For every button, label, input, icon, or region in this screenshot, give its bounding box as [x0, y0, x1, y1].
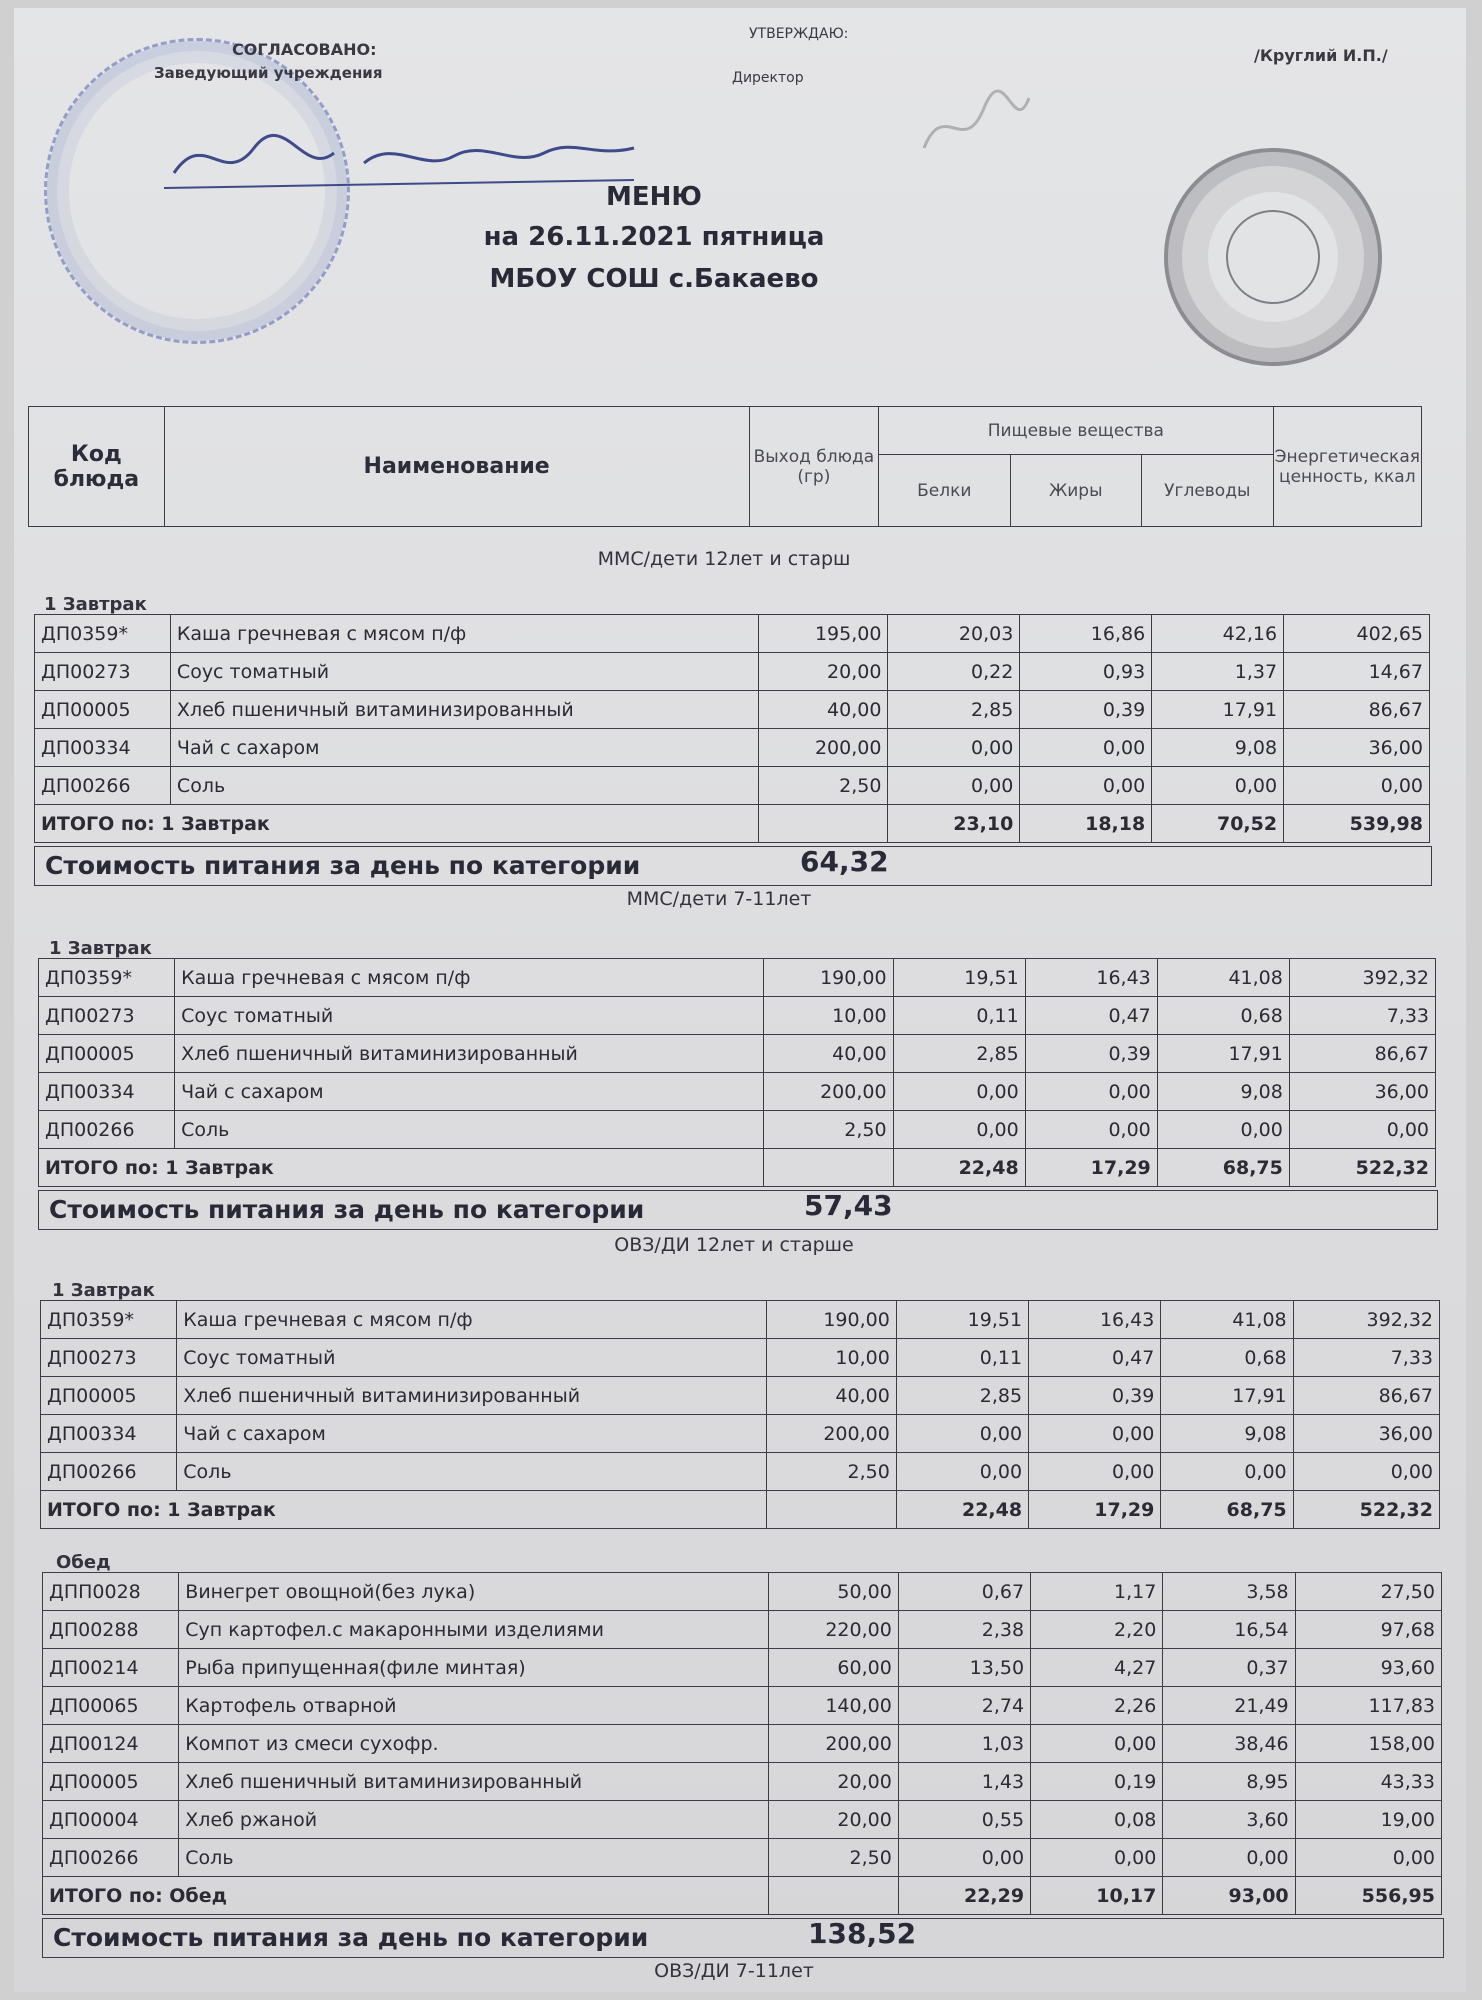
dish-name: Чай с сахаром — [177, 1415, 766, 1453]
table-row — [41, 1301, 1440, 1339]
dish-code: ДП00273 — [39, 997, 175, 1035]
dish-code: ДП00004 — [43, 1801, 179, 1839]
dish-protein: 0,00 — [888, 729, 1020, 767]
total-label: ИТОГО по: Обед — [43, 1877, 769, 1915]
dish-code: ДП00266 — [43, 1839, 179, 1877]
dish-energy: 86,67 — [1284, 691, 1430, 729]
dish-name: Хлеб ржаной — [179, 1801, 768, 1839]
dish-code: ДП00005 — [39, 1035, 175, 1073]
dish-energy: 86,67 — [1289, 1035, 1435, 1073]
dish-fat: 4,27 — [1031, 1649, 1163, 1687]
dish-code: ДПП0028 — [43, 1573, 179, 1611]
dish-name: Чай с сахаром — [170, 729, 758, 767]
total-yield — [763, 1149, 893, 1187]
dish-fat: 2,20 — [1031, 1611, 1163, 1649]
total-yield — [766, 1491, 896, 1529]
dish-protein: 2,85 — [893, 1035, 1025, 1073]
total-yield — [768, 1877, 898, 1915]
dish-fat: 0,00 — [1029, 1453, 1161, 1491]
total-protein: 22,48 — [896, 1491, 1028, 1529]
dish-yield: 200,00 — [763, 1073, 893, 1111]
table-row — [41, 1377, 1440, 1415]
dish-yield: 2,50 — [763, 1111, 893, 1149]
total-label: ИТОГО по: 1 Завтрак — [41, 1491, 767, 1529]
menu-table — [40, 1300, 1440, 1529]
dish-energy: 43,33 — [1295, 1763, 1441, 1801]
dish-fat: 16,86 — [1020, 615, 1152, 653]
table-row — [39, 1035, 1436, 1073]
cost-row — [42, 1918, 1444, 1958]
dish-carbs: 0,00 — [1161, 1453, 1293, 1491]
table-row — [43, 1725, 1442, 1763]
dish-carbs: 41,08 — [1157, 959, 1289, 997]
menu-document — [14, 8, 1466, 1992]
dish-energy: 27,50 — [1295, 1573, 1441, 1611]
dish-yield: 60,00 — [768, 1649, 898, 1687]
dish-energy: 0,00 — [1293, 1453, 1439, 1491]
col-protein: Белки — [879, 455, 1010, 527]
dish-code: ДП00005 — [35, 691, 171, 729]
cost-row — [38, 1190, 1438, 1230]
dish-yield: 50,00 — [768, 1573, 898, 1611]
dish-code: ДП00124 — [43, 1725, 179, 1763]
dish-protein: 2,38 — [898, 1611, 1030, 1649]
dish-yield: 20,00 — [758, 653, 888, 691]
dish-carbs: 0,37 — [1163, 1649, 1295, 1687]
dish-code: ДП00334 — [35, 729, 171, 767]
table-row — [43, 1839, 1442, 1877]
dish-energy: 97,68 — [1295, 1611, 1441, 1649]
dish-name: Каша гречневая с мясом п/ф — [170, 615, 758, 653]
total-energy: 522,32 — [1289, 1149, 1435, 1187]
dish-yield: 20,00 — [768, 1801, 898, 1839]
dish-protein: 0,55 — [898, 1801, 1030, 1839]
dish-protein: 0,11 — [896, 1339, 1028, 1377]
dish-carbs: 42,16 — [1152, 615, 1284, 653]
dish-fat: 0,08 — [1031, 1801, 1163, 1839]
dish-code: ДП00005 — [43, 1763, 179, 1801]
total-row — [41, 1491, 1440, 1529]
dish-name: Чай с сахаром — [175, 1073, 763, 1111]
dish-carbs: 41,08 — [1161, 1301, 1293, 1339]
dish-code: ДП00214 — [43, 1649, 179, 1687]
dish-carbs: 0,00 — [1157, 1111, 1289, 1149]
dish-code: ДП00266 — [35, 767, 171, 805]
category-title: ОВЗ/ДИ 7-11лет — [654, 1960, 814, 1982]
dish-fat: 0,00 — [1020, 729, 1152, 767]
dish-fat: 0,47 — [1025, 997, 1157, 1035]
total-fat: 18,18 — [1020, 805, 1152, 843]
dish-protein: 0,67 — [898, 1573, 1030, 1611]
dish-code: ДП00005 — [41, 1377, 177, 1415]
dish-protein: 0,11 — [893, 997, 1025, 1035]
col-fat: Жиры — [1010, 455, 1141, 527]
dish-fat: 0,00 — [1031, 1839, 1163, 1877]
col-yield: Выход блюда (гр) — [749, 407, 878, 527]
dish-energy: 36,00 — [1289, 1073, 1435, 1111]
dish-yield: 2,50 — [766, 1453, 896, 1491]
table-row — [35, 767, 1430, 805]
dish-yield: 40,00 — [763, 1035, 893, 1073]
total-fat: 17,29 — [1025, 1149, 1157, 1187]
dish-name: Соль — [177, 1453, 766, 1491]
dish-protein: 2,74 — [898, 1687, 1030, 1725]
dish-yield: 190,00 — [763, 959, 893, 997]
col-energy: Энергетическая ценность, ккал — [1273, 407, 1421, 527]
dish-yield: 10,00 — [766, 1339, 896, 1377]
total-row — [39, 1149, 1436, 1187]
total-carbs: 68,75 — [1157, 1149, 1289, 1187]
dish-carbs: 17,91 — [1161, 1377, 1293, 1415]
table-row — [35, 653, 1430, 691]
table-row — [43, 1687, 1442, 1725]
dish-carbs: 38,46 — [1163, 1725, 1295, 1763]
dish-carbs: 3,58 — [1163, 1573, 1295, 1611]
dish-name: Соль — [170, 767, 758, 805]
dish-energy: 86,67 — [1293, 1377, 1439, 1415]
dish-protein: 20,03 — [888, 615, 1020, 653]
meal-title: 1 Завтрак — [44, 594, 147, 615]
dish-protein: 0,22 — [888, 653, 1020, 691]
dish-fat: 2,26 — [1031, 1687, 1163, 1725]
col-name: Наименование — [164, 407, 749, 527]
col-nutrients: Пищевые вещества — [879, 407, 1274, 455]
dish-carbs: 21,49 — [1163, 1687, 1295, 1725]
dish-code: ДП00273 — [35, 653, 171, 691]
dish-energy: 392,32 — [1293, 1301, 1439, 1339]
table-row — [39, 1073, 1436, 1111]
dish-yield: 2,50 — [768, 1839, 898, 1877]
dish-fat: 0,00 — [1025, 1073, 1157, 1111]
table-row — [41, 1453, 1440, 1491]
dish-name: Соль — [179, 1839, 768, 1877]
cost-value: 64,32 — [800, 845, 889, 878]
dish-protein: 2,85 — [888, 691, 1020, 729]
total-carbs: 70,52 — [1152, 805, 1284, 843]
dish-name: Хлеб пшеничный витаминизированный — [177, 1377, 766, 1415]
menu-table — [38, 958, 1436, 1187]
dish-name: Соус томатный — [175, 997, 763, 1035]
total-energy: 556,95 — [1295, 1877, 1441, 1915]
dish-name: Соус томатный — [170, 653, 758, 691]
dish-fat: 16,43 — [1025, 959, 1157, 997]
table-row — [35, 729, 1430, 767]
dish-name: Каша гречневая с мясом п/ф — [175, 959, 763, 997]
total-protein: 22,48 — [893, 1149, 1025, 1187]
menu-date: на 26.11.2021 пятница — [483, 222, 825, 252]
dish-yield: 40,00 — [758, 691, 888, 729]
total-row — [43, 1877, 1442, 1915]
table-row — [43, 1611, 1442, 1649]
table-row — [39, 959, 1436, 997]
dish-carbs: 17,91 — [1157, 1035, 1289, 1073]
dish-carbs: 17,91 — [1152, 691, 1284, 729]
category-title: ОВЗ/ДИ 12лет и старше — [614, 1234, 854, 1256]
meal-title: Обед — [56, 1552, 111, 1573]
dish-name: Хлеб пшеничный витаминизированный — [170, 691, 758, 729]
total-label: ИТОГО по: 1 Завтрак — [39, 1149, 764, 1187]
cost-label: Стоимость питания за день по категории — [53, 1923, 649, 1952]
dish-energy: 36,00 — [1284, 729, 1430, 767]
dish-carbs: 0,00 — [1163, 1839, 1295, 1877]
dish-fat: 0,00 — [1025, 1111, 1157, 1149]
dish-fat: 1,17 — [1031, 1573, 1163, 1611]
table-row — [35, 691, 1430, 729]
total-protein: 22,29 — [898, 1877, 1030, 1915]
dish-name: Хлеб пшеничный витаминизированный — [179, 1763, 768, 1801]
menu-title: МЕНЮ — [606, 182, 702, 212]
director-name: /Круглий И.П./ — [1254, 46, 1388, 65]
dish-code: ДП0359* — [39, 959, 175, 997]
table-row — [43, 1801, 1442, 1839]
table-row — [39, 997, 1436, 1035]
dish-protein: 1,03 — [898, 1725, 1030, 1763]
total-fat: 10,17 — [1031, 1877, 1163, 1915]
total-energy: 522,32 — [1293, 1491, 1439, 1529]
dish-carbs: 9,08 — [1161, 1415, 1293, 1453]
col-code: Код блюда — [29, 407, 165, 527]
dish-energy: 19,00 — [1295, 1801, 1441, 1839]
dish-energy: 0,00 — [1289, 1111, 1435, 1149]
col-carbs: Углеводы — [1141, 455, 1273, 527]
table-row — [41, 1415, 1440, 1453]
meal-title: 1 Завтрак — [52, 1280, 155, 1301]
dish-carbs: 16,54 — [1163, 1611, 1295, 1649]
dish-energy: 93,60 — [1295, 1649, 1441, 1687]
total-row — [35, 805, 1430, 843]
dish-energy: 158,00 — [1295, 1725, 1441, 1763]
dish-code: ДП00065 — [43, 1687, 179, 1725]
total-carbs: 68,75 — [1161, 1491, 1293, 1529]
approve-label: УТВЕРЖДАЮ: — [749, 26, 849, 42]
dish-name: Соус томатный — [177, 1339, 766, 1377]
approve-by-label: Директор — [732, 70, 804, 86]
menu-table — [34, 614, 1430, 843]
dish-carbs: 9,08 — [1157, 1073, 1289, 1111]
total-protein: 23,10 — [888, 805, 1020, 843]
school-name: МБОУ СОШ с.Бакаево — [489, 264, 819, 294]
table-row — [43, 1573, 1442, 1611]
total-energy: 539,98 — [1284, 805, 1430, 843]
dish-energy: 402,65 — [1284, 615, 1430, 653]
total-fat: 17,29 — [1029, 1491, 1161, 1529]
dish-code: ДП00266 — [39, 1111, 175, 1149]
dish-protein: 19,51 — [893, 959, 1025, 997]
dish-protein: 0,00 — [893, 1111, 1025, 1149]
dish-energy: 14,67 — [1284, 653, 1430, 691]
category-title: ММС/дети 7-11лет — [626, 888, 812, 910]
dish-yield: 190,00 — [766, 1301, 896, 1339]
dish-yield: 10,00 — [763, 997, 893, 1035]
dish-yield: 195,00 — [758, 615, 888, 653]
dish-carbs: 8,95 — [1163, 1763, 1295, 1801]
dish-yield: 20,00 — [768, 1763, 898, 1801]
table-row — [39, 1111, 1436, 1149]
director-signature-icon — [914, 78, 1034, 168]
agreed-label: СОГЛАСОВАНО: — [232, 40, 377, 59]
dish-energy: 7,33 — [1293, 1339, 1439, 1377]
dish-protein: 19,51 — [896, 1301, 1028, 1339]
dish-carbs: 3,60 — [1163, 1801, 1295, 1839]
dish-yield: 200,00 — [768, 1725, 898, 1763]
dish-fat: 0,19 — [1031, 1763, 1163, 1801]
dish-yield: 200,00 — [766, 1415, 896, 1453]
dish-fat: 0,00 — [1031, 1725, 1163, 1763]
dish-carbs: 1,37 — [1152, 653, 1284, 691]
official-seal-icon — [1164, 148, 1382, 366]
table-row — [35, 615, 1430, 653]
dish-name: Винегрет овощной(без лука) — [179, 1573, 768, 1611]
total-carbs: 93,00 — [1163, 1877, 1295, 1915]
cost-value: 138,52 — [808, 1917, 917, 1950]
cost-label: Стоимость питания за день по категории — [49, 1195, 645, 1224]
dish-yield: 2,50 — [758, 767, 888, 805]
dish-protein: 0,00 — [898, 1839, 1030, 1877]
dish-fat: 0,39 — [1020, 691, 1152, 729]
dish-protein: 0,00 — [896, 1415, 1028, 1453]
dish-energy: 36,00 — [1293, 1415, 1439, 1453]
dish-code: ДП00288 — [43, 1611, 179, 1649]
dish-code: ДП00334 — [41, 1415, 177, 1453]
dish-fat: 0,39 — [1025, 1035, 1157, 1073]
dish-yield: 220,00 — [768, 1611, 898, 1649]
dish-name: Хлеб пшеничный витаминизированный — [175, 1035, 763, 1073]
cost-label: Стоимость питания за день по категории — [45, 851, 641, 880]
cost-value: 57,43 — [804, 1189, 893, 1222]
dish-fat: 0,93 — [1020, 653, 1152, 691]
table-row — [43, 1763, 1442, 1801]
dish-yield: 200,00 — [758, 729, 888, 767]
dish-energy: 0,00 — [1284, 767, 1430, 805]
dish-name: Суп картофел.с макаронными изделиями — [179, 1611, 768, 1649]
dish-yield: 40,00 — [766, 1377, 896, 1415]
cost-row — [34, 846, 1432, 886]
dish-name: Рыба припущенная(филе минтая) — [179, 1649, 768, 1687]
agreed-by-label: Заведующий учреждения — [154, 64, 383, 82]
dish-code: ДП00273 — [41, 1339, 177, 1377]
dish-fat: 16,43 — [1029, 1301, 1161, 1339]
dish-code: ДП0359* — [35, 615, 171, 653]
dish-carbs: 0,00 — [1152, 767, 1284, 805]
dish-yield: 140,00 — [768, 1687, 898, 1725]
dish-fat: 0,39 — [1029, 1377, 1161, 1415]
dish-energy: 117,83 — [1295, 1687, 1441, 1725]
dish-energy: 392,32 — [1289, 959, 1435, 997]
dish-energy: 0,00 — [1295, 1839, 1441, 1877]
column-header-table — [28, 406, 1422, 527]
dish-protein: 2,85 — [896, 1377, 1028, 1415]
dish-code: ДП00266 — [41, 1453, 177, 1491]
dish-code: ДП0359* — [41, 1301, 177, 1339]
table-row — [43, 1649, 1442, 1687]
total-label: ИТОГО по: 1 Завтрак — [35, 805, 759, 843]
dish-code: ДП00334 — [39, 1073, 175, 1111]
dish-name: Соль — [175, 1111, 763, 1149]
dish-energy: 7,33 — [1289, 997, 1435, 1035]
dish-protein: 1,43 — [898, 1763, 1030, 1801]
dish-fat: 0,00 — [1020, 767, 1152, 805]
dish-carbs: 9,08 — [1152, 729, 1284, 767]
dish-protein: 0,00 — [896, 1453, 1028, 1491]
dish-name: Компот из смеси сухофр. — [179, 1725, 768, 1763]
dish-fat: 0,00 — [1029, 1415, 1161, 1453]
dish-fat: 0,47 — [1029, 1339, 1161, 1377]
meal-title: 1 Завтрак — [49, 938, 152, 959]
dish-carbs: 0,68 — [1161, 1339, 1293, 1377]
menu-table — [42, 1572, 1442, 1915]
dish-protein: 0,00 — [888, 767, 1020, 805]
total-yield — [758, 805, 888, 843]
dish-name: Каша гречневая с мясом п/ф — [177, 1301, 766, 1339]
dish-protein: 0,00 — [893, 1073, 1025, 1111]
dish-protein: 13,50 — [898, 1649, 1030, 1687]
table-row — [41, 1339, 1440, 1377]
dish-carbs: 0,68 — [1157, 997, 1289, 1035]
category-title: ММС/дети 12лет и старш — [597, 548, 851, 570]
dish-name: Картофель отварной — [179, 1687, 768, 1725]
